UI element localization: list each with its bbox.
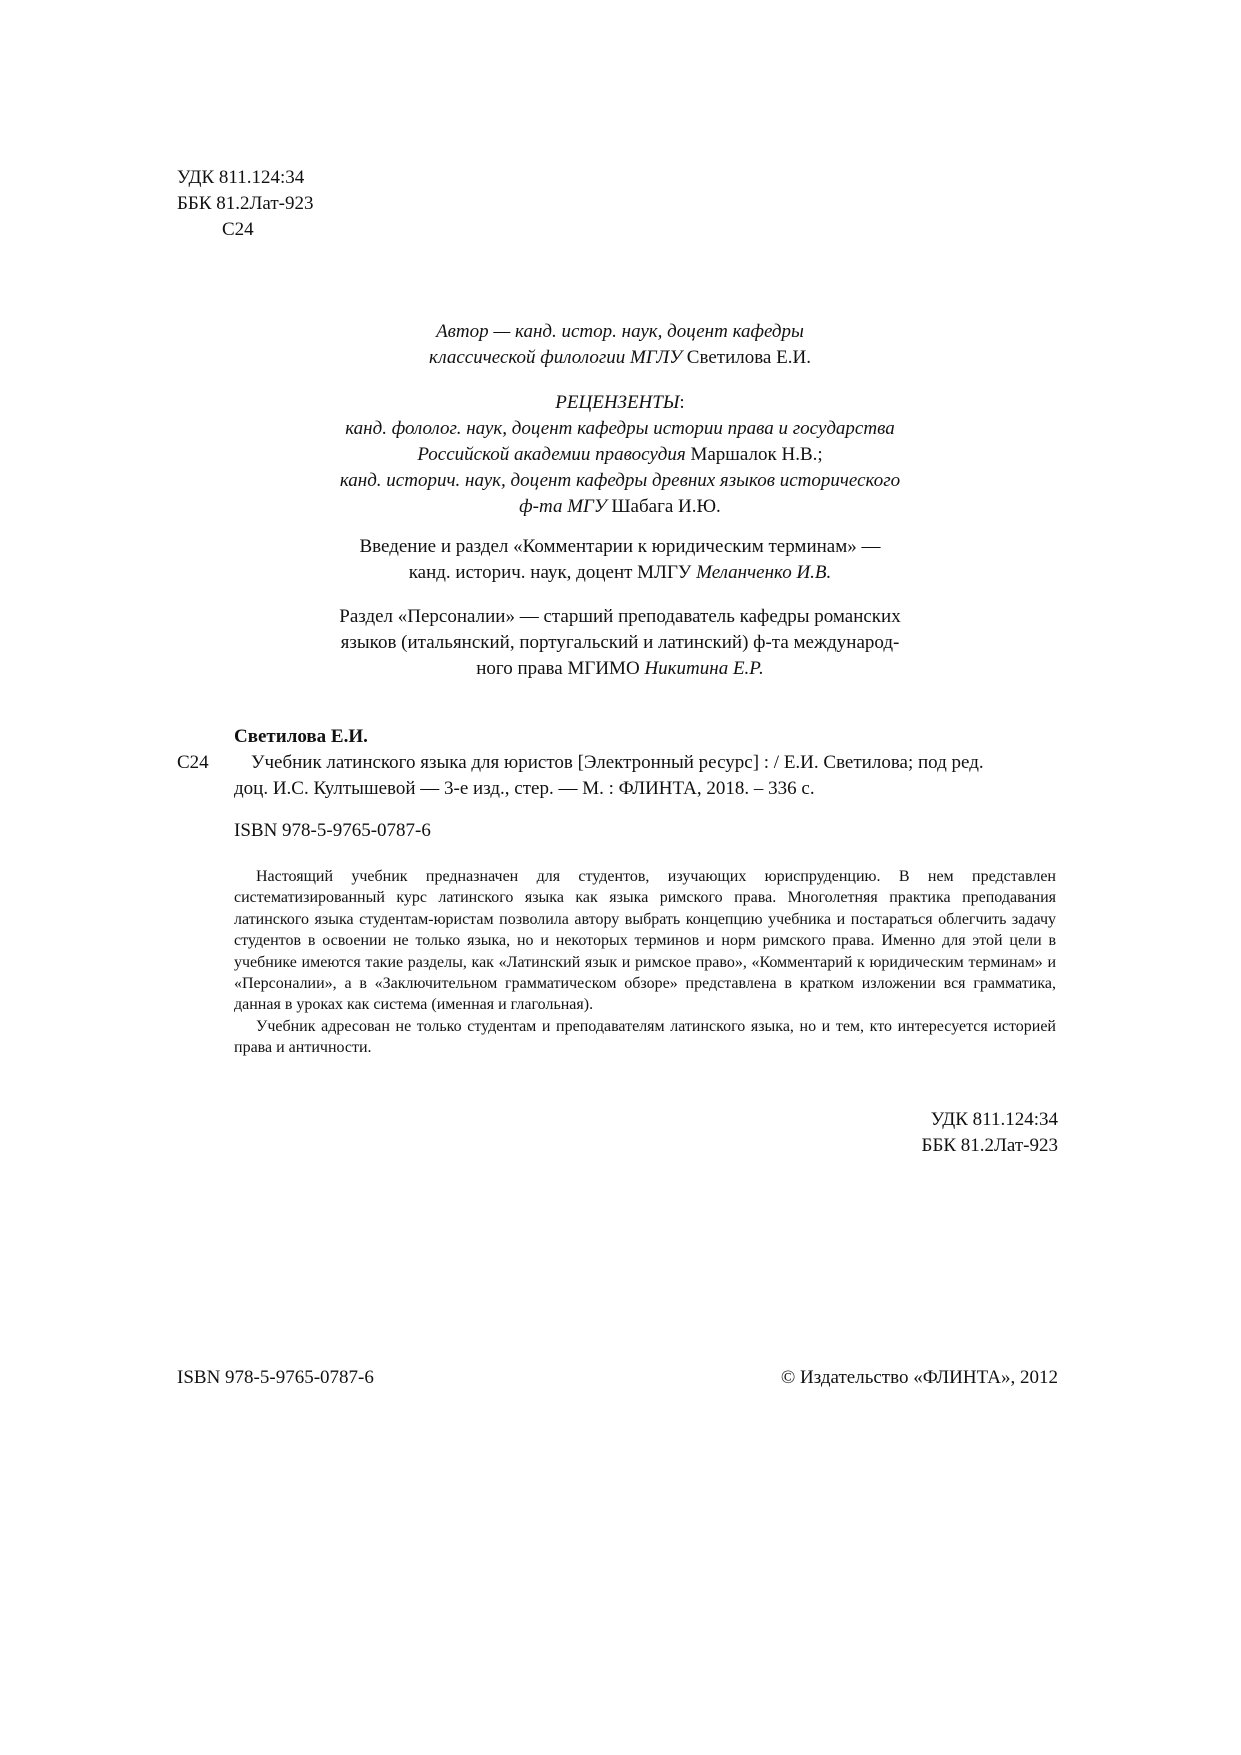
- author-name: Светилова Е.И.: [682, 347, 811, 368]
- footer-isbn: ISBN 978-5-9765-0787-6: [177, 1367, 374, 1388]
- intro-contributor-name: Меланченко И.В.: [696, 562, 832, 583]
- reviewer1-affiliation: Российской академии правосудия: [417, 444, 686, 465]
- intro-line1: Введение и раздел «Комментарии к юридическим терминам» —: [359, 536, 881, 557]
- annotation-line: постараться облегчить задачу студентов в освоении не только языка, но и некоторых терминов и норм: [234, 910, 1056, 950]
- annotation-line: Настоящий учебник предназначен для студентов, изучающих юриспруденцию. В нем представлен: [256, 868, 1056, 885]
- author-block: [300, 319, 940, 371]
- bib-isbn: ISBN 978-5-9765-0787-6: [234, 820, 431, 841]
- annotation: [234, 866, 1056, 1059]
- reviewer1-name: Маршалок Н.В.;: [685, 444, 823, 465]
- intro-contributor-block: [300, 534, 940, 586]
- annotation-line: систематизированный курс латинского языка как языка римского права. Многолетняя практика: [234, 889, 963, 907]
- annotation-line: римского права. Именно для этой цели в учебнике имеются такие разделы, как «Латинский язык и: [234, 932, 1057, 971]
- bib-line1: Учебник латинского языка для юристов [Электронный ресурс] : / Е.И. Светилова; под ред.: [251, 752, 984, 773]
- reviewer2-line1: канд. историч. наук, доцент кафедры древних языков исторического: [339, 470, 901, 491]
- annotation-paragraph-2: [234, 1016, 1056, 1059]
- reviewers-heading: РЕЦЕНЗЕНТЫ: [555, 392, 680, 413]
- bib-code: С24: [177, 752, 209, 773]
- intro-line2-text: канд. историч. наук, доцент МЛГУ: [408, 562, 697, 583]
- annotation-line: Учебник адресован не только студентам и преподавателям латинского языка, но и тем, кто: [256, 1017, 898, 1035]
- udk-bottom: УДК 811.124:34: [930, 1109, 1058, 1130]
- reviewer2-affiliation: ф-та МГУ: [519, 496, 607, 517]
- bib-author: Светилова Е.И.: [234, 726, 368, 747]
- annotation-paragraph-1: [234, 866, 1056, 1016]
- personalia-line1: Раздел «Персоналии» — старший преподаватель кафедры романских: [339, 606, 901, 627]
- annotation-line: римское право», «Комментарий к юридическим терминам» и «Персоналии», а в «Заключительном: [234, 953, 1057, 993]
- author-code-top: С24: [222, 219, 254, 240]
- personalia-line2: языков (итальянский, португальский и латинский) ф-та международ-: [340, 632, 900, 653]
- bbk-bottom: ББК 81.2Лат-923: [921, 1135, 1058, 1156]
- reviewer1-line1: канд. фололог. наук, доцент кафедры истории права и государства: [345, 418, 895, 439]
- footer-copyright: © Издательство «ФЛИНТА», 2012: [780, 1367, 1058, 1388]
- reviewers-heading-colon: :: [679, 392, 685, 413]
- reviewer2-name: Шабага И.Ю.: [606, 496, 721, 517]
- udk-top: УДК 811.124:34: [177, 167, 305, 188]
- personalia-contributor-block: [300, 604, 940, 682]
- personalia-contributor-name: Никитина Е.Р.: [644, 658, 764, 679]
- annotation-line: преподавания латинского языка студентам-юристам позволила автору выбрать концепцию учебника и: [234, 889, 1056, 928]
- annotation-line: интересуется историей права и античности.: [234, 1017, 1056, 1057]
- reviewers-block: [300, 390, 940, 520]
- author-affiliation: классической филологии МГЛУ: [429, 347, 683, 368]
- author-line1: Автор — канд. истор. наук, доцент кафедры: [436, 321, 804, 342]
- personalia-line3-text: ного права МГИМО: [476, 658, 645, 679]
- annotation-line: грамматическом обзоре» представлена в кратком изложении вся грамматика, данная в уроках как: [234, 975, 1056, 1014]
- annotation-line: система (именная и глагольная).: [373, 996, 594, 1014]
- bbk-top: ББК 81.2Лат-923: [177, 193, 314, 214]
- bib-line2: доц. И.С. Култышевой — 3-е изд., стер. — М. : ФЛИНТА, 2018. – 336 с.: [234, 778, 815, 799]
